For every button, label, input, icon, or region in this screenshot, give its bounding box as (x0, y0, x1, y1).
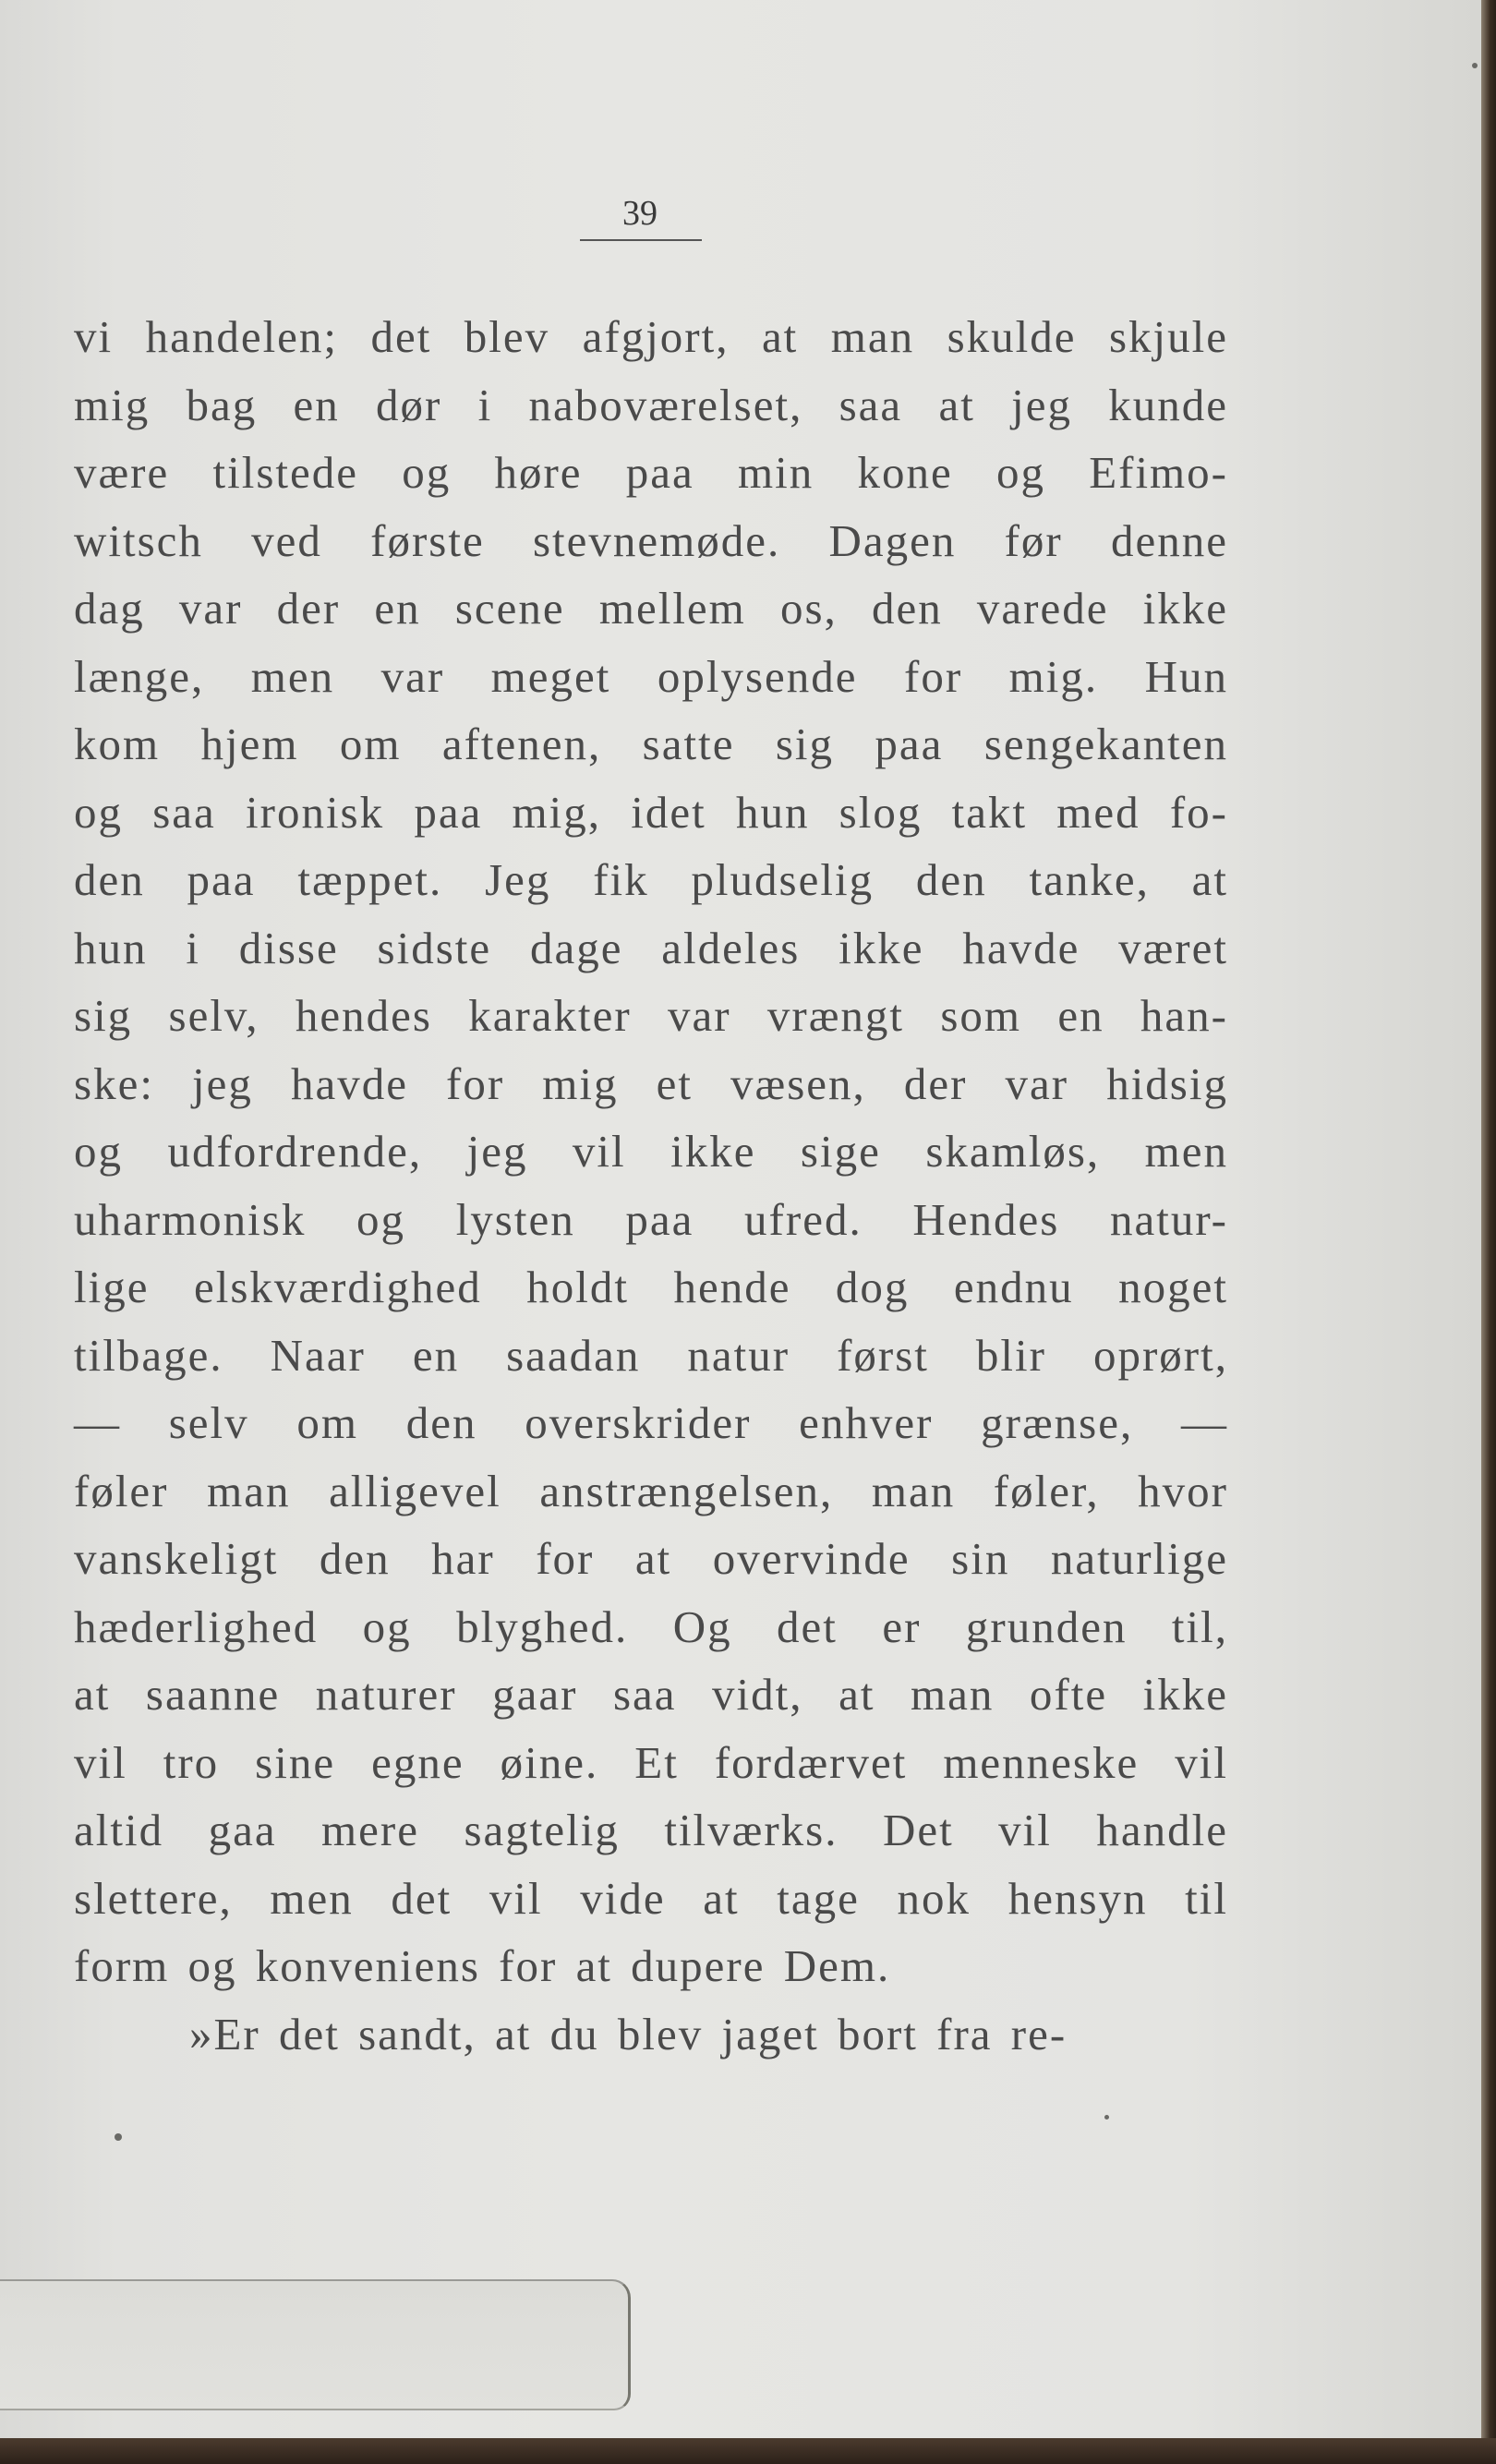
text-line: slettere, men det vil vide at tage nok hensyn til (74, 1872, 1228, 1924)
text-line: altid gaa mere sagtelig tilværks. Det vil handle (74, 1805, 1228, 1855)
text-line: længe, men var meget oplysende for mig. Hun (74, 650, 1228, 702)
text-line: uharmonisk og lysten paa ufred. Hendes natur- (74, 1193, 1228, 1245)
text-line: vi handelen; det blev afgjort, at man skulde skjule (74, 311, 1228, 362)
text-line: kom hjem om aftenen, satte sig paa sengekanten (74, 719, 1228, 769)
text-line: witsch ved første stevnemøde. Dagen før denne (74, 514, 1228, 566)
body-text (74, 303, 1228, 2068)
text-line: mig bag en dør i naboværelset, saa at jeg kunde (74, 379, 1228, 430)
text-line: hæderlighed og blyghed. Og det er grunden til, (74, 1600, 1228, 1652)
text-line: ske: jeg havde for mig et væsen, der var hidsig (74, 1057, 1228, 1109)
text-line: sig selv, hendes karakter var vrængt som en han- (74, 990, 1228, 1041)
text-line: at saanne naturer gaar saa vidt, at man ofte ikke (74, 1669, 1228, 1720)
text-line: og saa ironisk paa mig, idet hun slog takt med fo- (74, 786, 1228, 838)
page-speck (1104, 2115, 1109, 2120)
text-line: hun i disse sidste dage aldeles ikke havde været (74, 922, 1228, 973)
text-line: den paa tæppet. Jeg fik pludselig den tanke, at (74, 854, 1228, 905)
text-line: tilbage. Naar en saadan natur først blir oprørt, (74, 1329, 1228, 1381)
text-line: føler man alligevel anstrængelsen, man føler, hvor (74, 1465, 1228, 1516)
text-line: — selv om den overskrider enhver grænse, — (74, 1397, 1228, 1448)
text-line: form og konveniens for at dupere Dem. (74, 1940, 891, 1991)
text-line: være tilstede og høre paa min kone og Efimo- (74, 447, 1228, 498)
page-speck (115, 2133, 122, 2141)
text-line: lige elskværdighed holdt hende dog endnu noget (74, 1262, 1228, 1312)
text-line: og udfordrende, jeg vil ikke sige skamløs, men (74, 1126, 1228, 1177)
text-line: vanskeligt den har for at overvinde sin naturlige (74, 1533, 1228, 1584)
page-number-rule (580, 239, 702, 241)
book-binding-edge (1481, 0, 1496, 2464)
next-paragraph-line: »Er det sandt, at du blev jaget bort fra re- (189, 2008, 1068, 2059)
book-bottom-edge (0, 2438, 1496, 2464)
text-line: vil tro sine egne øine. Et fordærvet menneske vil (74, 1736, 1228, 1788)
page-number: 39 (622, 194, 658, 233)
text-line: dag var der en scene mellem os, den varede ikke (74, 583, 1228, 634)
paper-slip (0, 2279, 631, 2410)
page-speck (1472, 63, 1478, 68)
